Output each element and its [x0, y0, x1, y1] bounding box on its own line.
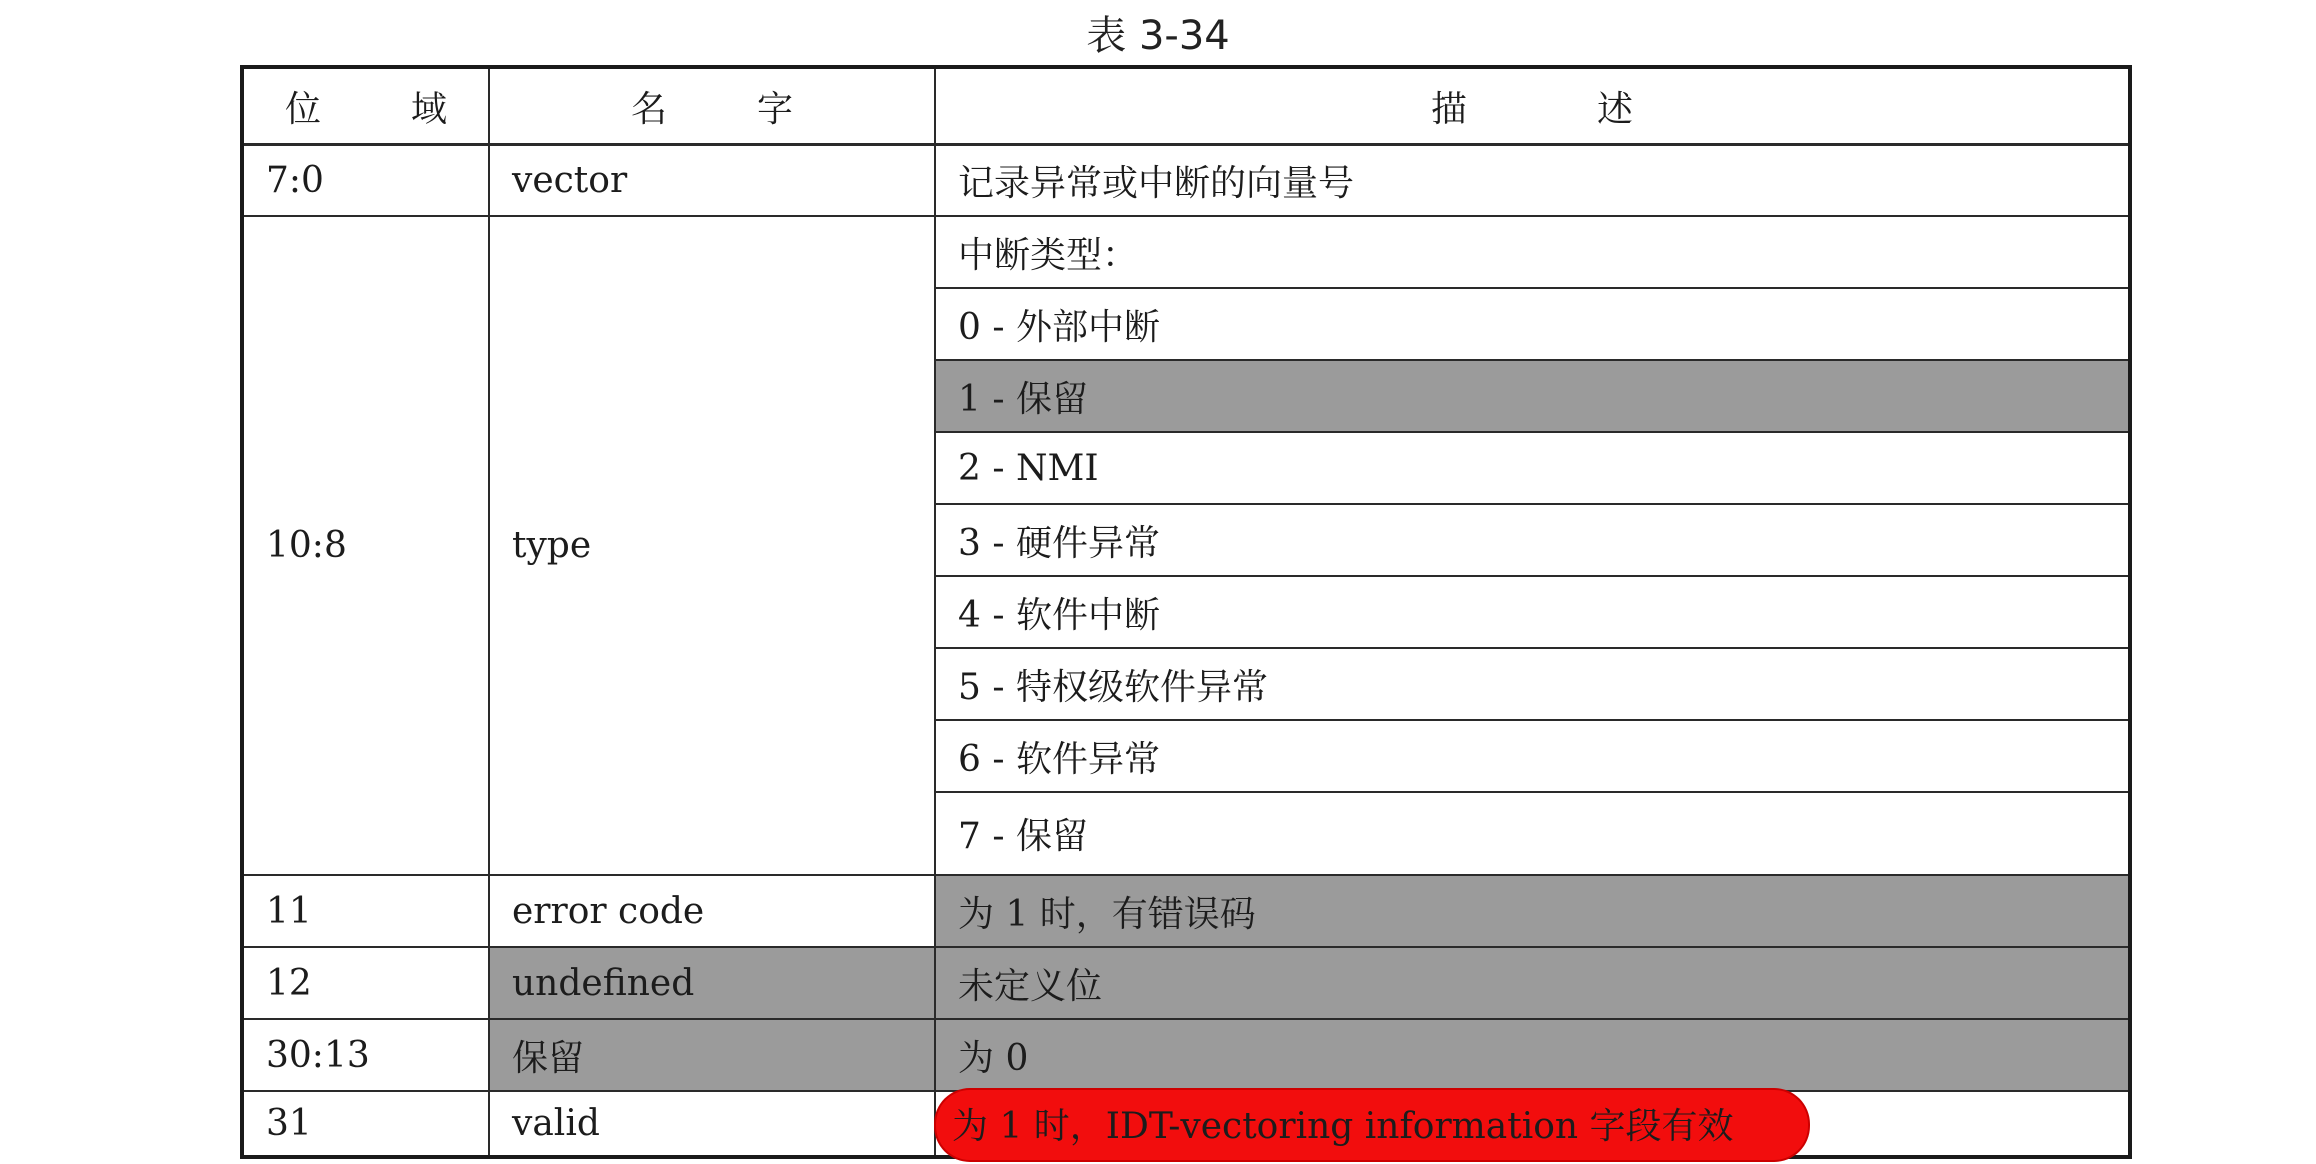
- row-desc: 记录异常或中断的向量号: [958, 162, 1355, 204]
- header-bits-char1: 位: [284, 88, 321, 130]
- row-desc-valid: 为 1 时，IDT-vectoring information 字段有效: [952, 1106, 1734, 1147]
- header-name-char2: 字: [757, 88, 794, 130]
- row-name: 保留: [512, 1037, 585, 1079]
- row-name: error code: [512, 890, 705, 932]
- type-desc-item: 1 - 保留: [958, 378, 1088, 420]
- row-name: valid: [512, 1103, 600, 1144]
- header-name-char1: 名: [630, 88, 667, 130]
- row-desc: 未定义位: [958, 965, 1103, 1007]
- type-desc-item: 4 - 软件中断: [958, 594, 1160, 636]
- header-name: [490, 69, 934, 143]
- header-desc-char1: 描: [1430, 88, 1467, 130]
- row-bits: 10:8: [266, 525, 347, 566]
- type-desc-item: 3 - 硬件异常: [958, 522, 1160, 564]
- type-desc-item: 7 - 保留: [958, 816, 1088, 857]
- row-bits: 7:0: [266, 159, 324, 201]
- row-name: type: [512, 525, 592, 566]
- bit-field-table: [240, 65, 2132, 1159]
- type-desc-item: 0 - 外部中断: [958, 306, 1160, 348]
- table-caption: 表 3-34: [1086, 13, 1230, 59]
- header-bits-char2: 域: [411, 88, 448, 130]
- header-desc-char2: 述: [1597, 88, 1634, 130]
- row-desc: 为 0: [958, 1037, 1029, 1079]
- header-bits: [244, 69, 488, 143]
- row-bits: 31: [266, 1103, 312, 1144]
- row-desc: 为 1 时，有错误码: [958, 893, 1256, 935]
- row-bits: 12: [266, 962, 312, 1004]
- row-name: undefined: [512, 962, 695, 1004]
- row-bits: 11: [266, 890, 312, 932]
- row-name: vector: [512, 159, 628, 201]
- type-desc-item: 中断类型：: [958, 234, 1139, 276]
- type-desc-item: 6 - 软件异常: [958, 738, 1160, 780]
- type-desc-item: 2 - NMI: [958, 447, 1099, 489]
- type-desc-item: 5 - 特权级软件异常: [958, 666, 1268, 708]
- row-bits: 30:13: [266, 1034, 370, 1076]
- header-description: [936, 69, 2128, 143]
